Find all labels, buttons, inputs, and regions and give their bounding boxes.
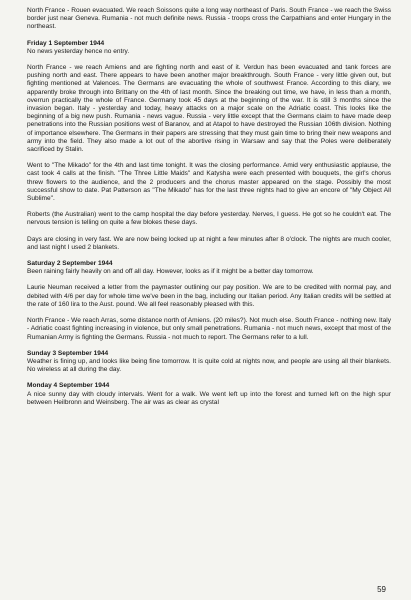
diary-paragraph: Laurie Neuman received a letter from the paymaster outlining our pay position. We are to be credited with normal pay, and debited with 4/6 per day for whole time we've been in the bag, including our Italian period. Any Italian credits will be settled at the rate of 160 lira to the Aust. pound. We all feel reasonably pleased with this. <box>27 284 391 308</box>
diary-text <box>27 7 391 407</box>
date-heading: Monday 4 September 1944 <box>27 382 110 390</box>
diary-paragraph: Weather is fining up, and looks like being fine tomorrow. It is quite cold at nights now, and people are using all their blankets. No wireless at all during the day. <box>27 357 391 374</box>
diary-paragraph: Days are closing in very fast. We are now being locked up at night a few minutes after 8 o'clock. The nights are much cooler, and last night I used 2 blankets. <box>27 235 391 251</box>
diary-paragraph: Been raining fairly heavily on and off all day. However, looks as if it might be a better day tomorrow. <box>27 268 314 276</box>
diary-paragraph: Went to "The Mikado" for the 4th and last time tonight. It was the closing performance. Amid very enthusiastic applause, the cast took 4 calls at the finish. "The Three Little Maids" and Katysha were each presented with bouquets, the girl's chorus threw flowers to the audience, and the 2 producers and the chorus master appeared on the stage. Possibly the most successful show to date. Pat Patterson as "The Mikado" has for the last three nights had to give an encore of "My Object All Sublime". <box>27 162 391 203</box>
diary-paragraph: Roberts (the Australian) went to the camp hospital the day before yesterday. Nerves, I guess. He got so he couldn't eat. The nervous tension is telling on quite a few blokes these days. <box>27 211 391 227</box>
diary-paragraph: A nice sunny day with cloudy intervals. Went for a walk. We went left up into the forest and turned left on the high spur between Heilbronn and Weinsberg. The air was as clear as crystal <box>27 390 391 406</box>
page-number: 59 <box>377 584 386 594</box>
diary-paragraph: North France - Rouen evacuated. We reach Soissons quite a long way northeast of Paris. South France - we reach the Swiss border just near Geneva. Rumania - not much definite news. Russia - troops cross the Carpathians and enter Hungary in the northeast. <box>27 7 391 31</box>
diary-paragraph: North France - we reach Amiens and are fighting north and east of it. Verdun has been evacuated and tank forces are pushing north and east. There appears to have been another major breakthrough. South France - very little given out, but fighting mentioned at Valences. The Germans are evacuating the whole of southwest France. According to this diary, we apparently broke through into Brittany on the 4th of last month. Since the breaking out time, we have, in less than a month, overrun practically the whole of France. Germany took 45 days at the beginning of the war. It is still 3 months since the invasion began. Italy - yesterday and today, heavy attacks on a major scale on the Adriatic coast. This looks like the beginning of a big new push. Rumania - news vague. Russia - very little except that the Germans claim to have made deep penetrations into the Russian positions west of Baranov, and at Atapol to have destroyed the Russian 106th division. Nothing of importance elsewhere. The Germans in their papers are stressing that they must gain time to bring their new weapons and army into the field. They also made a lot out of the abortive rising in Warsaw and say that the Poles were deliberately sacrificed by Stalin. <box>27 64 391 154</box>
date-heading: Sunday 3 September 1944 <box>27 349 109 357</box>
diary-paragraph: North France - We reach Arras, some distance north of Amiens. (20 miles?). Not much else. South France - nothing new. Italy - Adriatic coast fighting increasing in violence, but only small penetrations. Rumania - not much news, except that most of the Rumanian Army is fighting the Germans. Russia - not much to report. The Germans refer to a lull. <box>27 317 391 341</box>
diary-paragraph: No news yesterday hence no entry. <box>27 47 130 55</box>
date-heading: Saturday 2 September 1944 <box>27 260 113 268</box>
date-heading: Friday 1 September 1944 <box>27 39 105 47</box>
